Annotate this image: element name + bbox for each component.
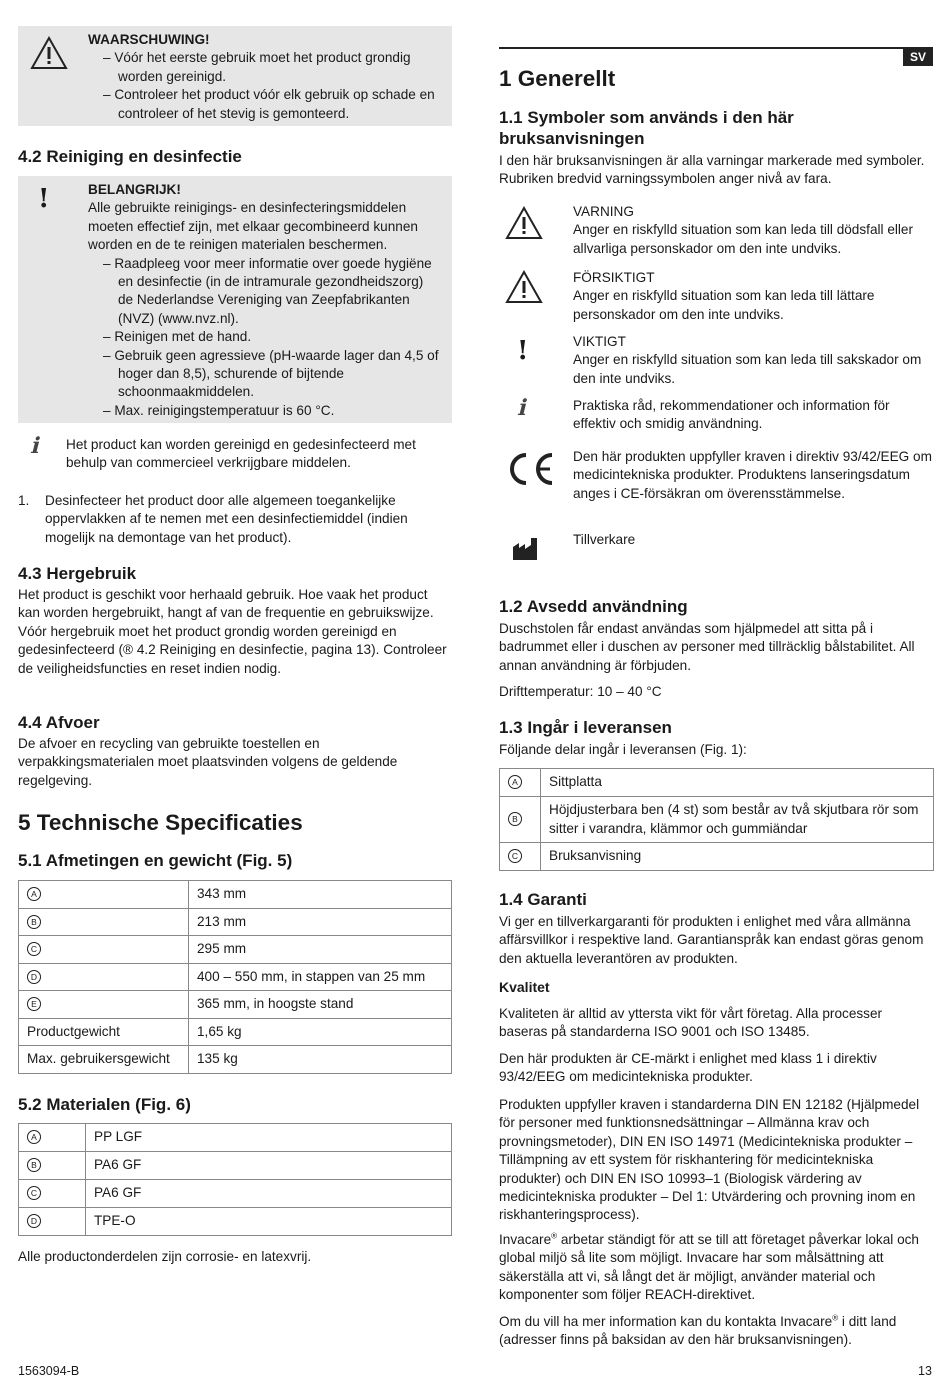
table-row [19,881,452,909]
materials-table [18,1123,452,1236]
symbol-description: Anger en riskfylld situation som kan leda till dödsfall eller allvarliga personskador om den inte undviks. [573,222,914,256]
section-1-1-text: I den här bruksanvisningen är alla varningar markerade med symboler. Rubriken bredvid varningssymbolen anger nivå av fara. [499,153,925,187]
exclamation-icon: ! [38,184,50,214]
table-row [19,1208,452,1236]
quality-text-2: Den här produkten är CE-märkt i enlighet med klass 1 i direktiv 93/42/EEG om medicintekniska produkter. [499,1051,877,1085]
important-title: BELANGRIJK! [88,182,181,197]
circled-letter: B [27,915,41,929]
warning-triangle-icon [30,36,68,75]
section-4-3-heading: 4.3 Hergebruik [18,564,137,583]
section-5-2-text: Alle productonderdelen zijn corrosie- en latexvrij. [18,1249,312,1264]
table-cell: 365 mm, in hoogste stand [189,991,452,1019]
important-item: – Raadpleeg voor meer informatie over goede hygiëne en desinfectie (in de intramurale gezondheidszorg) de Nederlandse Vereniging van Zeepfabrikanten (NVZ) (www.nvz.nl). [103,255,432,326]
important-intro: Alle gebruikte reinigings- en desinfecteringsmiddelen moeten effectief zijn, met elkaar gecombineerd kunnen worden en de te reinigen materialen beschermen. [88,200,418,253]
registered-mark: ® [551,1231,558,1241]
symbol-text-block [573,531,933,549]
table-cell: Höjdjusterbara ben (4 st) som består av två skjutbara rör som sitter i varandra, klämmor och gummiändar [541,797,934,843]
symbol-text-block [573,397,933,434]
chapter-5-heading: 5 Technische Specificaties [18,810,303,835]
symbol-text-block [573,333,933,388]
table-cell: 213 mm [189,908,452,936]
symbol-description: Den här produkten uppfyller kraven i direktiv 93/42/EEG om medicintekniska produkter. Produktens lanseringsdatum anges i CE-försäkran om överensstämmelse. [573,449,932,501]
symbol-title: VARNING [573,204,634,219]
important-box [18,176,452,423]
delivery-table [499,768,934,871]
warning-box [18,26,452,126]
circled-letter: B [27,1158,41,1172]
table-row [500,769,934,797]
operating-temperature: Drifttemperatur: 10 – 40 °C [499,684,662,699]
symbol-description: Anger en riskfylld situation som kan leda till lättare personskador om den inte undviks. [573,288,875,322]
symbol-title: FÖRSIKTIGT [573,270,655,285]
circled-letter: A [27,1130,41,1144]
section-1-3-text: Följande delar ingår i leveransen (Fig. 1): [499,742,747,757]
dimensions-table [18,880,452,1074]
section-4-4-text: De afvoer en recycling van gebruikte toestellen en verpakkingsmaterialen moet plaatsvinden volgens de geldende regelgeving. [18,736,398,788]
important-item: – Gebruik geen agressieve (pH-waarde lager dan 4,5 of hoger dan 8,5), schurende of bijtende schoonmaakmiddelen. [103,347,439,400]
info-note: Het product kan worden gereinigd en gedesinfecteerd met behulp van commercieel verkrijgbare middelen. [66,437,416,471]
table-cell: 295 mm [189,936,452,964]
manufacturer-icon [512,537,538,566]
table-row [500,843,934,871]
circled-letter: C [508,849,522,863]
info-icon: ℹ [30,434,39,459]
table-cell: 343 mm [189,881,452,909]
contact-text-end: i ditt land (adresser finns på baksidan av den här bruksanvisningen). [499,1314,897,1348]
circled-letter: B [508,812,522,826]
section-4-2-heading: 4.2 Reiniging en desinfectie [18,147,242,166]
table-row [19,1180,452,1208]
important-item: – Reinigen met de hand. [103,329,252,345]
language-badge: SV [903,49,933,66]
circled-letter: A [508,775,522,789]
section-1-3-heading: 1.3 Ingår i leveransen [499,718,672,737]
section-1-2-text: Duschstolen får endast användas som hjälpmedel att sitta på i badrummet eller i duschen av personer med tillräcklig bålstabilitet. All annan användning är förbjuden. [499,621,915,673]
table-row [19,1152,452,1180]
document-id: 1563094-B [18,1364,80,1378]
table-row [19,1046,452,1074]
symbol-title: VIKTIGT [573,334,626,349]
quality-text-3: Produkten uppfyller kraven i standarderna DIN EN 12182 (Hjälpmedel för personer med funktionsnedsättningar – Allmänna krav och provningsmetoder), DIN EN ISO 14971 (Medicintekniska produkter – Tillämpning av ett system för riskhantering för medicintekniska produkter) och DIN EN ISO 10993–1 (Biologisk värdering av medicintekniska produkter – Del 1: Utvärdering och provning inom en riskhanteringsprocess). [499,1097,920,1223]
top-rule [499,47,933,49]
exclamation-icon: ! [517,336,529,366]
table-row [19,1018,452,1046]
symbol-description: Tillverkare [573,532,636,547]
circled-letter: D [27,1214,41,1228]
table-cell: 400 – 550 mm, in stappen van 25 mm [189,963,452,991]
table-cell: 1,65 kg [189,1018,452,1046]
step-number: 1. [18,493,30,508]
table-row [19,908,452,936]
circled-letter: C [27,942,41,956]
section-1-2-heading: 1.2 Avsedd användning [499,597,688,616]
section-5-2-heading: 5.2 Materialen (Fig. 6) [18,1095,191,1114]
table-row [19,991,452,1019]
warning-title: WAARSCHUWING! [88,32,210,47]
quality-text-1: Kvaliteten är alltid av yttersta vikt för vårt företag. Alla processer baseras på standarderna ISO 9001 och ISO 13485. [499,1006,883,1040]
table-cell: Bruksanvisning [541,843,934,871]
symbol-text-block [573,203,933,258]
table-cell: PA6 GF [86,1180,452,1208]
table-cell: PP LGF [86,1124,452,1152]
brand-name: Invacare [499,1232,552,1247]
contact-text [499,1313,935,1350]
table-cell: 135 kg [189,1046,452,1074]
section-1-4-heading: 1.4 Garanti [499,890,587,909]
warning-item: – Vóór het eerste gebruik moet het product grondig worden gereinigd. [103,50,411,84]
section-1-4-text: Vi ger en tillverkargaranti för produkten i enlighet med våra allmänna affärsvillkor i respektive land. Garantianspråk kan endast göras genom den aktuella leverantören av produkten. [499,914,924,966]
table-cell: TPE-O [86,1208,452,1236]
symbol-text-block [573,269,933,324]
section-4-4-heading: 4.4 Afvoer [18,713,100,732]
step-text: Desinfecteer het product door alle algemeen toegankelijke oppervlakken af te nemen met een desinfectiemiddel (indien mogelijk na demontage van het product). [45,493,408,545]
registered-mark: ® [832,1313,839,1323]
environment-text [499,1231,935,1305]
quality-heading: Kvalitet [499,979,550,995]
table-row [19,963,452,991]
symbol-description: Praktiska råd, rekommendationer och information för effektiv och smidig användning. [573,398,890,432]
circled-letter: D [27,970,41,984]
environment-text-body: arbetar ständigt för att se till att företaget påverkar lokal och global miljö så lite som möjligt. Invacare har som målsättning att säkerställa att vi, så långt det är möjligt, använder material och komponenter som följer REACH-direktivet. [499,1232,919,1303]
table-cell: PA6 GF [86,1152,452,1180]
table-cell: Max. gebruikersgewicht [19,1046,189,1074]
table-row [19,1124,452,1152]
important-item: – Max. reinigingstemperatuur is 60 °C. [103,402,335,418]
symbol-text-block [573,448,933,503]
circled-letter: A [27,887,41,901]
caution-triangle-icon [505,270,543,309]
table-row [19,936,452,964]
warning-item: – Controleer het product vóór elk gebruik op schade en controleer of het stevig is gemonteerd. [103,87,435,121]
warning-triangle-icon [505,206,543,245]
table-cell: Productgewicht [19,1018,189,1046]
section-4-3-text: Het product is geschikt voor herhaald gebruik. Hoe vaak het product kan worden hergebruikt, hangt af van de frequentie en gebruikswijze. Vóór hergebruik moet het product grondig worden gereinigd en gedesinfecteerd (® 4.2 Reiniging en desinfectie, pagina 13). Controleer de veiligheidsfuncties en reset indien nodig. [18,587,447,676]
section-1-1-heading: 1.1 Symboler som används i den här bruksanvisningen [499,108,794,148]
info-icon: ℹ [517,396,526,421]
circled-letter: E [27,997,41,1011]
section-5-1-heading: 5.1 Afmetingen en gewicht (Fig. 5) [18,851,293,870]
ce-mark-icon [506,452,556,491]
table-row [500,797,934,843]
table-cell: Sittplatta [541,769,934,797]
contact-text-start: Om du vill ha mer information kan du kontakta Invacare [499,1314,833,1329]
symbol-description: Anger en riskfylld situation som kan leda till sakskador om den inte undviks. [573,352,922,386]
circled-letter: C [27,1186,41,1200]
chapter-1-heading: 1 Generellt [499,66,616,91]
page-number: 13 [918,1364,932,1378]
